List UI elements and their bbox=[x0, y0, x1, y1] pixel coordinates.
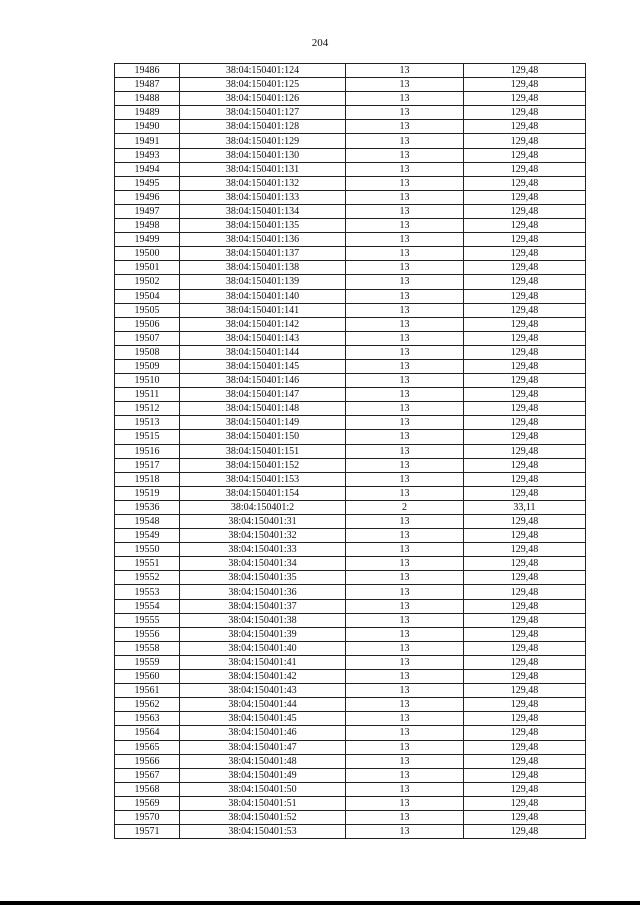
table-row bbox=[115, 78, 586, 92]
cadastral-number-cell: 38:04:150401:48 bbox=[180, 754, 346, 768]
cadastral-number-cell: 38:04:150401:43 bbox=[180, 684, 346, 698]
area-value-cell: 129,48 bbox=[464, 740, 586, 754]
record-number-cell: 19489 bbox=[115, 106, 180, 120]
record-number-cell: 19491 bbox=[115, 134, 180, 148]
table-row bbox=[115, 557, 586, 571]
cadastral-number-cell: 38:04:150401:135 bbox=[180, 219, 346, 233]
share-count-cell: 13 bbox=[346, 515, 464, 529]
table-row bbox=[115, 204, 586, 218]
share-count-cell: 13 bbox=[346, 388, 464, 402]
share-count-cell: 13 bbox=[346, 627, 464, 641]
area-value-cell: 129,48 bbox=[464, 726, 586, 740]
record-number-cell: 19548 bbox=[115, 515, 180, 529]
table-row bbox=[115, 289, 586, 303]
area-value-cell: 129,48 bbox=[464, 388, 586, 402]
table-row bbox=[115, 641, 586, 655]
share-count-cell: 13 bbox=[346, 275, 464, 289]
share-count-cell: 13 bbox=[346, 289, 464, 303]
table-row bbox=[115, 698, 586, 712]
area-value-cell: 129,48 bbox=[464, 190, 586, 204]
table-row bbox=[115, 768, 586, 782]
table-row bbox=[115, 670, 586, 684]
area-value-cell: 129,48 bbox=[464, 712, 586, 726]
record-number-cell: 19505 bbox=[115, 303, 180, 317]
area-value-cell: 129,48 bbox=[464, 162, 586, 176]
area-value-cell: 129,48 bbox=[464, 148, 586, 162]
registry-table bbox=[114, 63, 586, 839]
cadastral-number-cell: 38:04:150401:2 bbox=[180, 500, 346, 514]
share-count-cell: 13 bbox=[346, 444, 464, 458]
record-number-cell: 19490 bbox=[115, 120, 180, 134]
record-number-cell: 19558 bbox=[115, 641, 180, 655]
table-row bbox=[115, 458, 586, 472]
cadastral-number-cell: 38:04:150401:128 bbox=[180, 120, 346, 134]
record-number-cell: 19510 bbox=[115, 374, 180, 388]
cadastral-number-cell: 38:04:150401:49 bbox=[180, 768, 346, 782]
record-number-cell: 19565 bbox=[115, 740, 180, 754]
area-value-cell: 129,48 bbox=[464, 204, 586, 218]
table-row bbox=[115, 303, 586, 317]
bottom-scan-border bbox=[0, 901, 640, 905]
share-count-cell: 13 bbox=[346, 571, 464, 585]
share-count-cell: 13 bbox=[346, 458, 464, 472]
record-number-cell: 19512 bbox=[115, 402, 180, 416]
area-value-cell: 129,48 bbox=[464, 233, 586, 247]
cadastral-number-cell: 38:04:150401:37 bbox=[180, 599, 346, 613]
share-count-cell: 13 bbox=[346, 557, 464, 571]
area-value-cell: 129,48 bbox=[464, 543, 586, 557]
record-number-cell: 19559 bbox=[115, 655, 180, 669]
table-row bbox=[115, 444, 586, 458]
table-row bbox=[115, 219, 586, 233]
area-value-cell: 129,48 bbox=[464, 303, 586, 317]
area-value-cell: 129,48 bbox=[464, 331, 586, 345]
table-row bbox=[115, 92, 586, 106]
area-value-cell: 129,48 bbox=[464, 430, 586, 444]
table-row bbox=[115, 106, 586, 120]
table-row bbox=[115, 486, 586, 500]
cadastral-number-cell: 38:04:150401:126 bbox=[180, 92, 346, 106]
area-value-cell: 129,48 bbox=[464, 698, 586, 712]
record-number-cell: 19509 bbox=[115, 359, 180, 373]
area-value-cell: 129,48 bbox=[464, 529, 586, 543]
record-number-cell: 19569 bbox=[115, 796, 180, 810]
share-count-cell: 13 bbox=[346, 796, 464, 810]
cadastral-number-cell: 38:04:150401:33 bbox=[180, 543, 346, 557]
table-row bbox=[115, 684, 586, 698]
table-row bbox=[115, 430, 586, 444]
area-value-cell: 129,48 bbox=[464, 219, 586, 233]
share-count-cell: 13 bbox=[346, 345, 464, 359]
share-count-cell: 13 bbox=[346, 233, 464, 247]
table-row bbox=[115, 176, 586, 190]
area-value-cell: 129,48 bbox=[464, 768, 586, 782]
table-row bbox=[115, 374, 586, 388]
page-number: 204 bbox=[311, 37, 329, 49]
cadastral-number-cell: 38:04:150401:140 bbox=[180, 289, 346, 303]
cadastral-number-cell: 38:04:150401:41 bbox=[180, 655, 346, 669]
record-number-cell: 19517 bbox=[115, 458, 180, 472]
share-count-cell: 13 bbox=[346, 416, 464, 430]
share-count-cell: 13 bbox=[346, 331, 464, 345]
area-value-cell: 129,48 bbox=[464, 134, 586, 148]
table-row bbox=[115, 825, 586, 839]
area-value-cell: 129,48 bbox=[464, 684, 586, 698]
table-row bbox=[115, 472, 586, 486]
cadastral-number-cell: 38:04:150401:52 bbox=[180, 810, 346, 824]
record-number-cell: 19555 bbox=[115, 613, 180, 627]
table-row bbox=[115, 64, 586, 78]
record-number-cell: 19487 bbox=[115, 78, 180, 92]
share-count-cell: 13 bbox=[346, 754, 464, 768]
share-count-cell: 13 bbox=[346, 684, 464, 698]
record-number-cell: 19568 bbox=[115, 782, 180, 796]
table-row bbox=[115, 515, 586, 529]
area-value-cell: 129,48 bbox=[464, 486, 586, 500]
record-number-cell: 19506 bbox=[115, 317, 180, 331]
table-row bbox=[115, 571, 586, 585]
share-count-cell: 13 bbox=[346, 78, 464, 92]
cadastral-number-cell: 38:04:150401:31 bbox=[180, 515, 346, 529]
table-row bbox=[115, 712, 586, 726]
cadastral-number-cell: 38:04:150401:44 bbox=[180, 698, 346, 712]
share-count-cell: 13 bbox=[346, 162, 464, 176]
area-value-cell: 129,48 bbox=[464, 825, 586, 839]
record-number-cell: 19536 bbox=[115, 500, 180, 514]
cadastral-number-cell: 38:04:150401:145 bbox=[180, 359, 346, 373]
record-number-cell: 19516 bbox=[115, 444, 180, 458]
record-number-cell: 19518 bbox=[115, 472, 180, 486]
table-row bbox=[115, 796, 586, 810]
area-value-cell: 129,48 bbox=[464, 374, 586, 388]
share-count-cell: 13 bbox=[346, 148, 464, 162]
area-value-cell: 129,48 bbox=[464, 261, 586, 275]
share-count-cell: 13 bbox=[346, 768, 464, 782]
table-row bbox=[115, 416, 586, 430]
cadastral-number-cell: 38:04:150401:45 bbox=[180, 712, 346, 726]
cadastral-number-cell: 38:04:150401:138 bbox=[180, 261, 346, 275]
area-value-cell: 129,48 bbox=[464, 92, 586, 106]
table-row bbox=[115, 331, 586, 345]
record-number-cell: 19507 bbox=[115, 331, 180, 345]
share-count-cell: 13 bbox=[346, 712, 464, 726]
cadastral-number-cell: 38:04:150401:133 bbox=[180, 190, 346, 204]
table-row bbox=[115, 261, 586, 275]
table-row bbox=[115, 134, 586, 148]
table-row bbox=[115, 782, 586, 796]
area-value-cell: 129,48 bbox=[464, 655, 586, 669]
table-row bbox=[115, 627, 586, 641]
table-row bbox=[115, 754, 586, 768]
cadastral-number-cell: 38:04:150401:149 bbox=[180, 416, 346, 430]
record-number-cell: 19495 bbox=[115, 176, 180, 190]
area-value-cell: 129,48 bbox=[464, 782, 586, 796]
record-number-cell: 19508 bbox=[115, 345, 180, 359]
record-number-cell: 19511 bbox=[115, 388, 180, 402]
area-value-cell: 129,48 bbox=[464, 810, 586, 824]
area-value-cell: 129,48 bbox=[464, 106, 586, 120]
cadastral-number-cell: 38:04:150401:47 bbox=[180, 740, 346, 754]
cadastral-number-cell: 38:04:150401:42 bbox=[180, 670, 346, 684]
table-row bbox=[115, 402, 586, 416]
record-number-cell: 19501 bbox=[115, 261, 180, 275]
share-count-cell: 13 bbox=[346, 529, 464, 543]
record-number-cell: 19496 bbox=[115, 190, 180, 204]
record-number-cell: 19556 bbox=[115, 627, 180, 641]
record-number-cell: 19504 bbox=[115, 289, 180, 303]
cadastral-number-cell: 38:04:150401:148 bbox=[180, 402, 346, 416]
cadastral-number-cell: 38:04:150401:136 bbox=[180, 233, 346, 247]
area-value-cell: 129,48 bbox=[464, 599, 586, 613]
record-number-cell: 19497 bbox=[115, 204, 180, 218]
share-count-cell: 13 bbox=[346, 825, 464, 839]
area-value-cell: 129,48 bbox=[464, 317, 586, 331]
area-value-cell: 129,48 bbox=[464, 796, 586, 810]
share-count-cell: 13 bbox=[346, 219, 464, 233]
table-row bbox=[115, 599, 586, 613]
record-number-cell: 19561 bbox=[115, 684, 180, 698]
cadastral-number-cell: 38:04:150401:154 bbox=[180, 486, 346, 500]
cadastral-number-cell: 38:04:150401:132 bbox=[180, 176, 346, 190]
cadastral-number-cell: 38:04:150401:134 bbox=[180, 204, 346, 218]
registry-table-body bbox=[115, 64, 586, 839]
area-value-cell: 129,48 bbox=[464, 627, 586, 641]
cadastral-number-cell: 38:04:150401:51 bbox=[180, 796, 346, 810]
area-value-cell: 129,48 bbox=[464, 571, 586, 585]
table-row bbox=[115, 162, 586, 176]
record-number-cell: 19564 bbox=[115, 726, 180, 740]
cadastral-number-cell: 38:04:150401:141 bbox=[180, 303, 346, 317]
record-number-cell: 19488 bbox=[115, 92, 180, 106]
table-row bbox=[115, 359, 586, 373]
cadastral-number-cell: 38:04:150401:40 bbox=[180, 641, 346, 655]
record-number-cell: 19494 bbox=[115, 162, 180, 176]
share-count-cell: 13 bbox=[346, 204, 464, 218]
cadastral-number-cell: 38:04:150401:46 bbox=[180, 726, 346, 740]
table-row bbox=[115, 529, 586, 543]
record-number-cell: 19519 bbox=[115, 486, 180, 500]
cadastral-number-cell: 38:04:150401:131 bbox=[180, 162, 346, 176]
record-number-cell: 19493 bbox=[115, 148, 180, 162]
record-number-cell: 19550 bbox=[115, 543, 180, 557]
share-count-cell: 13 bbox=[346, 472, 464, 486]
area-value-cell: 129,48 bbox=[464, 754, 586, 768]
share-count-cell: 13 bbox=[346, 402, 464, 416]
table-row bbox=[115, 247, 586, 261]
table-row bbox=[115, 317, 586, 331]
area-value-cell: 129,48 bbox=[464, 515, 586, 529]
cadastral-number-cell: 38:04:150401:125 bbox=[180, 78, 346, 92]
cadastral-number-cell: 38:04:150401:137 bbox=[180, 247, 346, 261]
share-count-cell: 13 bbox=[346, 641, 464, 655]
table-row bbox=[115, 726, 586, 740]
area-value-cell: 129,48 bbox=[464, 458, 586, 472]
share-count-cell: 13 bbox=[346, 359, 464, 373]
record-number-cell: 19549 bbox=[115, 529, 180, 543]
cadastral-number-cell: 38:04:150401:153 bbox=[180, 472, 346, 486]
share-count-cell: 13 bbox=[346, 486, 464, 500]
area-value-cell: 129,48 bbox=[464, 402, 586, 416]
cadastral-number-cell: 38:04:150401:129 bbox=[180, 134, 346, 148]
share-count-cell: 13 bbox=[346, 670, 464, 684]
share-count-cell: 13 bbox=[346, 120, 464, 134]
area-value-cell: 129,48 bbox=[464, 472, 586, 486]
table-row bbox=[115, 655, 586, 669]
area-value-cell: 129,48 bbox=[464, 641, 586, 655]
record-number-cell: 19499 bbox=[115, 233, 180, 247]
table-row bbox=[115, 120, 586, 134]
share-count-cell: 13 bbox=[346, 176, 464, 190]
record-number-cell: 19566 bbox=[115, 754, 180, 768]
area-value-cell: 129,48 bbox=[464, 670, 586, 684]
share-count-cell: 13 bbox=[346, 106, 464, 120]
area-value-cell: 129,48 bbox=[464, 120, 586, 134]
share-count-cell: 13 bbox=[346, 374, 464, 388]
record-number-cell: 19554 bbox=[115, 599, 180, 613]
share-count-cell: 13 bbox=[346, 655, 464, 669]
record-number-cell: 19570 bbox=[115, 810, 180, 824]
cadastral-number-cell: 38:04:150401:35 bbox=[180, 571, 346, 585]
share-count-cell: 13 bbox=[346, 134, 464, 148]
table-row bbox=[115, 810, 586, 824]
area-value-cell: 129,48 bbox=[464, 176, 586, 190]
area-value-cell: 129,48 bbox=[464, 64, 586, 78]
record-number-cell: 19571 bbox=[115, 825, 180, 839]
share-count-cell: 13 bbox=[346, 543, 464, 557]
record-number-cell: 19563 bbox=[115, 712, 180, 726]
cadastral-number-cell: 38:04:150401:150 bbox=[180, 430, 346, 444]
area-value-cell: 129,48 bbox=[464, 275, 586, 289]
share-count-cell: 13 bbox=[346, 782, 464, 796]
record-number-cell: 19560 bbox=[115, 670, 180, 684]
share-count-cell: 2 bbox=[346, 500, 464, 514]
table-row bbox=[115, 388, 586, 402]
record-number-cell: 19552 bbox=[115, 571, 180, 585]
table-row bbox=[115, 148, 586, 162]
share-count-cell: 13 bbox=[346, 92, 464, 106]
cadastral-number-cell: 38:04:150401:144 bbox=[180, 345, 346, 359]
cadastral-number-cell: 38:04:150401:152 bbox=[180, 458, 346, 472]
area-value-cell: 33,11 bbox=[464, 500, 586, 514]
table-row bbox=[115, 275, 586, 289]
cadastral-number-cell: 38:04:150401:53 bbox=[180, 825, 346, 839]
cadastral-number-cell: 38:04:150401:130 bbox=[180, 148, 346, 162]
record-number-cell: 19486 bbox=[115, 64, 180, 78]
share-count-cell: 13 bbox=[346, 599, 464, 613]
cadastral-number-cell: 38:04:150401:147 bbox=[180, 388, 346, 402]
cadastral-number-cell: 38:04:150401:127 bbox=[180, 106, 346, 120]
table-row bbox=[115, 500, 586, 514]
table-row bbox=[115, 740, 586, 754]
share-count-cell: 13 bbox=[346, 430, 464, 444]
area-value-cell: 129,48 bbox=[464, 416, 586, 430]
table-row bbox=[115, 585, 586, 599]
cadastral-number-cell: 38:04:150401:36 bbox=[180, 585, 346, 599]
table-row bbox=[115, 233, 586, 247]
record-number-cell: 19562 bbox=[115, 698, 180, 712]
area-value-cell: 129,48 bbox=[464, 444, 586, 458]
share-count-cell: 13 bbox=[346, 613, 464, 627]
record-number-cell: 19513 bbox=[115, 416, 180, 430]
cadastral-number-cell: 38:04:150401:143 bbox=[180, 331, 346, 345]
cadastral-number-cell: 38:04:150401:146 bbox=[180, 374, 346, 388]
cadastral-number-cell: 38:04:150401:124 bbox=[180, 64, 346, 78]
record-number-cell: 19553 bbox=[115, 585, 180, 599]
share-count-cell: 13 bbox=[346, 247, 464, 261]
share-count-cell: 13 bbox=[346, 740, 464, 754]
share-count-cell: 13 bbox=[346, 64, 464, 78]
share-count-cell: 13 bbox=[346, 585, 464, 599]
record-number-cell: 19515 bbox=[115, 430, 180, 444]
record-number-cell: 19567 bbox=[115, 768, 180, 782]
share-count-cell: 13 bbox=[346, 261, 464, 275]
table-row bbox=[115, 345, 586, 359]
cadastral-number-cell: 38:04:150401:50 bbox=[180, 782, 346, 796]
area-value-cell: 129,48 bbox=[464, 289, 586, 303]
cadastral-number-cell: 38:04:150401:38 bbox=[180, 613, 346, 627]
record-number-cell: 19502 bbox=[115, 275, 180, 289]
share-count-cell: 13 bbox=[346, 698, 464, 712]
area-value-cell: 129,48 bbox=[464, 359, 586, 373]
share-count-cell: 13 bbox=[346, 190, 464, 204]
record-number-cell: 19551 bbox=[115, 557, 180, 571]
cadastral-number-cell: 38:04:150401:39 bbox=[180, 627, 346, 641]
share-count-cell: 13 bbox=[346, 810, 464, 824]
cadastral-number-cell: 38:04:150401:139 bbox=[180, 275, 346, 289]
record-number-cell: 19498 bbox=[115, 219, 180, 233]
area-value-cell: 129,48 bbox=[464, 613, 586, 627]
cadastral-number-cell: 38:04:150401:32 bbox=[180, 529, 346, 543]
table-row bbox=[115, 543, 586, 557]
area-value-cell: 129,48 bbox=[464, 557, 586, 571]
area-value-cell: 129,48 bbox=[464, 585, 586, 599]
area-value-cell: 129,48 bbox=[464, 78, 586, 92]
area-value-cell: 129,48 bbox=[464, 345, 586, 359]
share-count-cell: 13 bbox=[346, 726, 464, 740]
cadastral-number-cell: 38:04:150401:34 bbox=[180, 557, 346, 571]
cadastral-number-cell: 38:04:150401:142 bbox=[180, 317, 346, 331]
record-number-cell: 19500 bbox=[115, 247, 180, 261]
share-count-cell: 13 bbox=[346, 303, 464, 317]
share-count-cell: 13 bbox=[346, 317, 464, 331]
table-row bbox=[115, 613, 586, 627]
cadastral-number-cell: 38:04:150401:151 bbox=[180, 444, 346, 458]
area-value-cell: 129,48 bbox=[464, 247, 586, 261]
table-row bbox=[115, 190, 586, 204]
